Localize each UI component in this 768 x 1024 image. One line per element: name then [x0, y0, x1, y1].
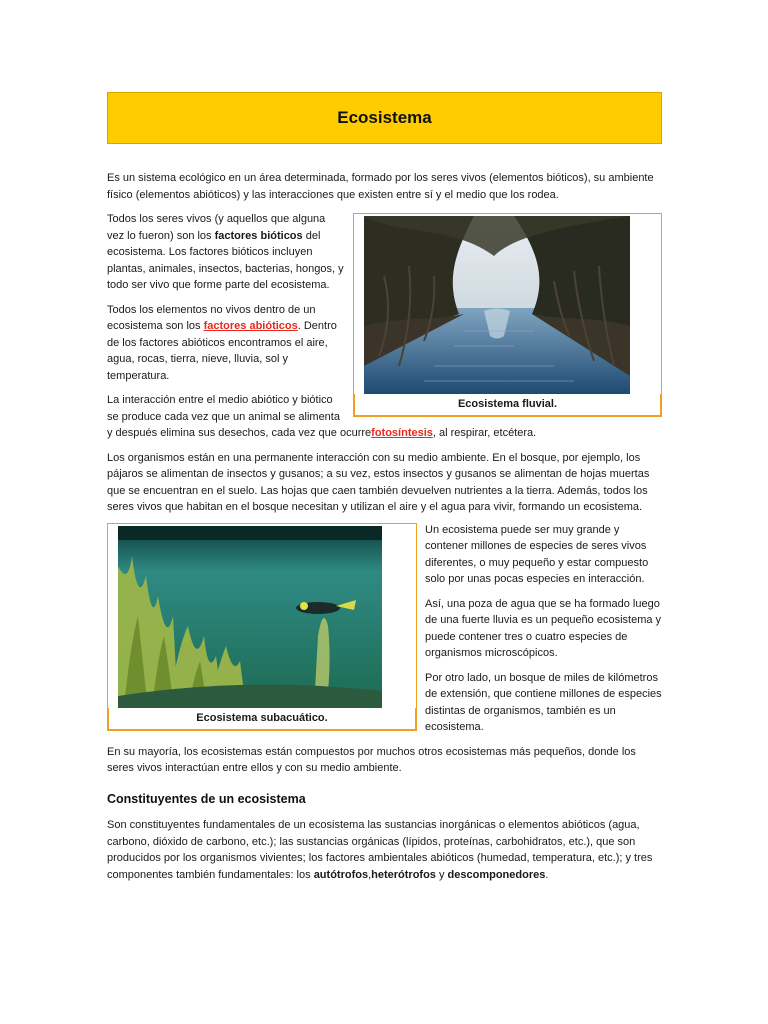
interaccion-text-end: , al respirar, etcétera. [432, 427, 537, 439]
period: . [545, 868, 549, 881]
autotrofos-term: autótrofos [313, 868, 369, 881]
heterotrofos-term: heterótrofos [371, 868, 436, 881]
figure-river [353, 213, 662, 417]
figure-river-caption: Ecosistema fluvial. [354, 394, 661, 416]
constituyentes-paragraph [107, 817, 662, 883]
poza-paragraph: Así, una poza de agua que se ha formado luego de una fuerte lluvia es un pequeño ecosistema y puede contener tres o cuatro especies de organismos microscópicos. [425, 597, 662, 659]
bioticos-text: Todos los seres vivos (y aquellos que alguna vez lo fueron) son los [107, 213, 326, 242]
and-separator: y [435, 868, 448, 881]
mayoria-paragraph: En su mayoría, los ecosistemas están compuestos por muchos otros ecosistemas más pequeños, donde los seres vivos interactúan entre ellos y con su medio ambiente. [107, 745, 636, 774]
river-mangrove-image [364, 216, 630, 394]
section-heading: Constituyentes de un ecosistema [107, 791, 306, 806]
constituyentes-text: Son constituyentes fundamentales de un ecosistema las sustancias inorgánicas o elementos abióticos (agua, carbono, dióxido de carbono, etc.); las sustancias orgánicas (lípidos, proteínas, carbohidratos, etc.), que son producidos por los organismos vivientes; los factores ambientales abióticos (humedad, temperatura, etc.); y tres componentes también fundamentales: los [107, 819, 653, 881]
abioticos-text: Todos los elementos no vivos dentro de un ecosistema son los [107, 303, 316, 332]
fotosintesis-link[interactable]: fotosíntesis [371, 427, 433, 439]
document-page [107, 92, 662, 883]
underwater-diver-image [118, 526, 382, 708]
page-title: Ecosistema [107, 92, 662, 144]
grande-paragraph: Un ecosistema puede ser muy grande y contener millones de especies de seres vivos diferentes, o muy pequeño y estar compuesto solo por unas pocas especies en interacción. [425, 523, 649, 585]
descomponedores-term: descomponedores [447, 868, 546, 881]
bioticos-text-end: del ecosistema. Los factores bióticos incluyen plantas, animales, insectos, bacterias, hongos, y todo ser vivo que forme parte del ecosistema. [107, 229, 344, 291]
abioticos-link[interactable]: factores abióticos [203, 320, 298, 332]
bioticos-term: factores bióticos [214, 229, 303, 242]
figure-underwater-caption: Ecosistema subacuático. [108, 708, 416, 730]
section-scale [107, 522, 662, 777]
section-factors [107, 211, 662, 442]
abioticos-text-end: . Dentro de los factores abióticos encontramos el aire, agua, rocas, tierra, nieve, lluvia, sol y temperatura. [107, 320, 337, 382]
figure-underwater [107, 523, 417, 731]
interaccion-text: La interacción entre el medio abiótico y biótico se produce cada vez que un animal se alimenta y después elimina sus desechos, cada vez que ocurre [107, 394, 372, 439]
comma-separator: , [368, 868, 372, 881]
intro-paragraph: Es un sistema ecológico en un área determinada, formado por los seres vivos (elementos bióticos), su ambiente físico (elementos abióticos) y las interacciones que existen entre sí y el medio que los rodea. [107, 172, 654, 201]
bosque-paragraph: Por otro lado, un bosque de miles de kilómetros de extensión, que contiene millones de especies distintas de organismos, también es un ecosistema. [425, 671, 662, 733]
organismos-paragraph: Los organismos están en una permanente interacción con su medio ambiente. En el bosque, por ejemplo, los pájaros se alimentan de insectos y gusanos; a su vez, estos insectos y gusanos se alimentan de hojas muertas que se encuentran en el suelo. Las hojas que caen también devuelven nutrientes a la tierra. Además, todos los seres vivos que habitan en el bosque necesitan y utilizan el aire y el agua para vivir, formando un ecosistema. [107, 451, 650, 513]
